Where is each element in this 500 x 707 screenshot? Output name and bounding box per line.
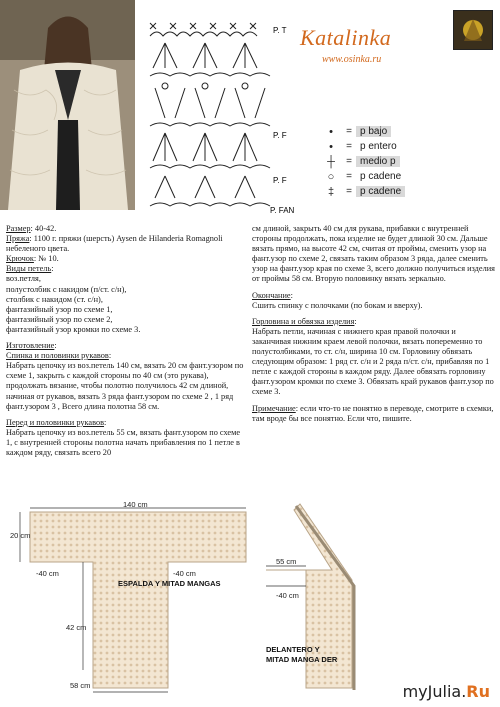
note-heading: Примечание <box>252 403 296 413</box>
back-instructions: Набрать цепочку из воз.петель 140 см, вязать 20 см фант.узором по схеме 1, закрыть с каждой стороны по 40 см (это рукава), продолжать вязание, чтобы полотно получилось 42 см длиной, начиная от рукавов, вязать 3 ряда фант.узором по схеме 2 , 1 ряд фант.узором 3 , Всего длина полотна 58 см. <box>6 361 244 411</box>
legend-item: • = p bajo <box>320 124 500 139</box>
front-schematic-label-2: MITAD MANGA DER <box>266 655 338 664</box>
note-text: : если что-то не понятно в переводе, смотрите в схемки, там вроде бы все понятно. Если что, пишите. <box>252 403 494 423</box>
yarn-value: : 1100 г. пряжи (шерсть) Aysen de Hilanderia Romagnoli небеленого цвета. <box>6 234 223 254</box>
front-instructions: Набрать цепочку из воз.петель 55 см, вязать фант.узором по схеме 1, с внутренней стороны полотна начать прибавления по 1 петле в каждом ряду, связать всего 20 <box>6 427 241 457</box>
finish-heading: Окончание <box>252 290 291 300</box>
instructions-left: Размер: 40-42. Пряжа: 1100 г. пряжи (шерсть) Aysen de Hilanderia Romagnoli небеленого цвета. Крючок: № 10. Виды петель: воз.петля, полустолбик с накидом (п/ст. с/н), столбик с накидом (ст. с/н), фантазийный узор по схеме 1, фантазийный узор по схеме 2, фантазийный узор кромки по схеме 3. Изготовление: Спинка и половинки рукавов: Набрать цепочку из воз.петель 140 см, вязать 20 см фант.узором по схеме 1, закрыть с каждой стороны по 40 см (это рукава), продолжать вязание, чтобы полотно получилось 42 см длиной, начиная от рукавов, вязать 3 ряда фант.узором по схеме 2 , 1 ряд фант.узором 3 , Всего длина полотна 58 см. Перед и половинки рукавов: Набрать цепочку из воз.петель 55 см, вязать фант.узором по схеме 1, с внутренней стороны полотна начать прибавления по 1 петле в каждом ряду, связать всего 20 <box>6 224 246 458</box>
half-crochet-icon: ┼ <box>327 155 335 168</box>
crochet-chart <box>145 8 295 216</box>
finish-instructions: Сшить спинку с полочками (по бокам и вверху). <box>252 300 423 310</box>
stitch-item: фантазийный узор по схеме 1, <box>6 304 113 314</box>
instructions-right: см длиной, закрыть 40 см для рукава, прибавки с внутренней стороны продолжать, пока изделие не будет длиной 30 см. Дальше вязать прямо, на высоте 42 см, считая от проймы, сменить узор на фант.узор по схеме 2, связать таким образом 3 ряда, далее сменить узор на фант.узор края по схеме 3, всего должно получиться изделия от проймы 58 см. Вторую половинку вязать зеркально. Окончание: Сшить спинку с полочками (по бокам и вверху). Горловина и обвязка изделия: Набрать петли, начиная с нижнего края правой полочки и заканчивая нижним краем левой полочки, вязать попеременно то полустолбиками, то ст. с/н, ширина 10 см. Горловину обвязать следующим образом: 1 ряд ст. с/н и 2 ряда п/ст. с/н, прибавляя по 1 петле с каждой стороны в каждом ряду. Далее обвязать горловину фант.узором кромки по схеме 3. Обвязать край рукавов фант.узор по схеме 3. Примечание: если что-то не понятно в переводе, смотрите в схемки, там вроде бы все понятно. Если что, пишите. <box>252 224 495 423</box>
front-schematic-label-1: DELANTERO Y <box>266 645 320 654</box>
hook-value: : № 10. <box>33 254 59 264</box>
dim-top: 20 cm <box>10 531 31 540</box>
neck-instructions: Набрать петли, начиная с нижнего края правой полочки и заканчивая нижним краем левой полочки, вязать попеременно то полустолбиками, то ст. с/н, ширина 10 см. Горловину обвязать следующим образом: 1 ряд ст. с/н и 2 ряда п/ст. с/н, прибавляя по 1 петле с каждой стороны в каждом ряду. Далее обвязать горловину фант.узором кромки по схеме 3. Обвязать край рукавов фант.узор по схеме 3. <box>252 326 494 397</box>
dim-length: 42 cm <box>66 623 87 632</box>
model-photo <box>0 0 135 210</box>
chart-row-top <box>150 23 256 29</box>
footer-suffix: Ru <box>466 682 490 701</box>
footer-watermark <box>403 682 490 701</box>
chart-label-2: P. F <box>273 131 287 140</box>
size-label: Размер <box>6 224 31 233</box>
legend-item: • = p entero <box>320 139 500 154</box>
legend-item: ○ = p cadene <box>320 169 500 184</box>
dim-sleeve-right: -40 cm <box>173 569 196 578</box>
chain-stitch-icon: ‡ <box>327 185 335 198</box>
neck-heading: Горловина и обвязка изделия <box>252 316 355 326</box>
back-schematic-label: ESPALDA Y MITAD MANGAS <box>118 579 221 588</box>
stitch-item: фантазийный узор по схеме 2, <box>6 314 113 324</box>
legend-text: p bajo <box>356 126 391 137</box>
making-heading: Изготовление <box>6 341 55 351</box>
legend-item: ┼ = medio p <box>320 154 500 169</box>
back-heading: Спинка и половинки рукавов <box>6 351 109 361</box>
legend-text: p cadene <box>356 186 405 197</box>
dim-bottom: 58 cm <box>70 681 91 690</box>
stitch-legend <box>320 124 500 199</box>
hook-label: Крючок <box>6 254 34 264</box>
brand-logo-icon <box>453 10 493 50</box>
chart-label-1: P. T <box>273 26 287 35</box>
single-crochet-icon: • <box>329 125 333 138</box>
stitch-item: воз.петля, <box>6 274 41 284</box>
front-dim-sleeve: -40 cm <box>276 591 299 600</box>
legend-text: p cadene <box>360 171 402 182</box>
dim-sleeve-left: -40 cm <box>36 569 59 578</box>
chart-label-3: P. F <box>273 176 287 185</box>
double-crochet-icon: • <box>329 140 333 153</box>
brand-url: www.osinka.ru <box>322 54 382 65</box>
legend-text: p entero <box>360 141 397 152</box>
brand-name: Katalinka <box>300 25 392 50</box>
chain-icon: ○ <box>327 170 335 183</box>
size-value: : 40-42. <box>30 224 57 233</box>
chart-label-4: P. FAN <box>270 206 295 215</box>
front-dim-top: 55 cm <box>276 557 297 566</box>
back-schematic <box>8 500 258 700</box>
stitch-item: полустолбик с накидом (п/ст. с/н), <box>6 284 127 294</box>
stitch-item: столбик с накидом (ст. с/н), <box>6 294 103 304</box>
dim-width: 140 cm <box>123 500 148 509</box>
stitch-item: фантазийный узор кромки по схеме 3. <box>6 324 141 334</box>
front-heading: Перед и половинки рукавов <box>6 417 105 427</box>
stitches-label: Виды петель <box>6 264 52 274</box>
legend-text: medio p <box>356 156 400 167</box>
legend-item: ‡ = p cadene <box>320 184 500 199</box>
front-instructions-cont: см длиной, закрыть 40 см для рукава, прибавки с внутренней стороны продолжать, пока изделие не будет длиной 30 см. Дальше вязать прямо, на высоте 42 см, считая от проймы, сменить узор на фант.узор по схеме 2, связать таким образом 3 ряда, далее сменить узор на фант.узор края по схеме 3, всего должно получиться изделия от проймы 58 см. Вторую половинку вязать зеркально. <box>252 224 495 284</box>
yarn-label: Пряжа <box>6 234 30 244</box>
footer-main: myJulia. <box>402 682 467 701</box>
front-schematic <box>262 500 372 700</box>
